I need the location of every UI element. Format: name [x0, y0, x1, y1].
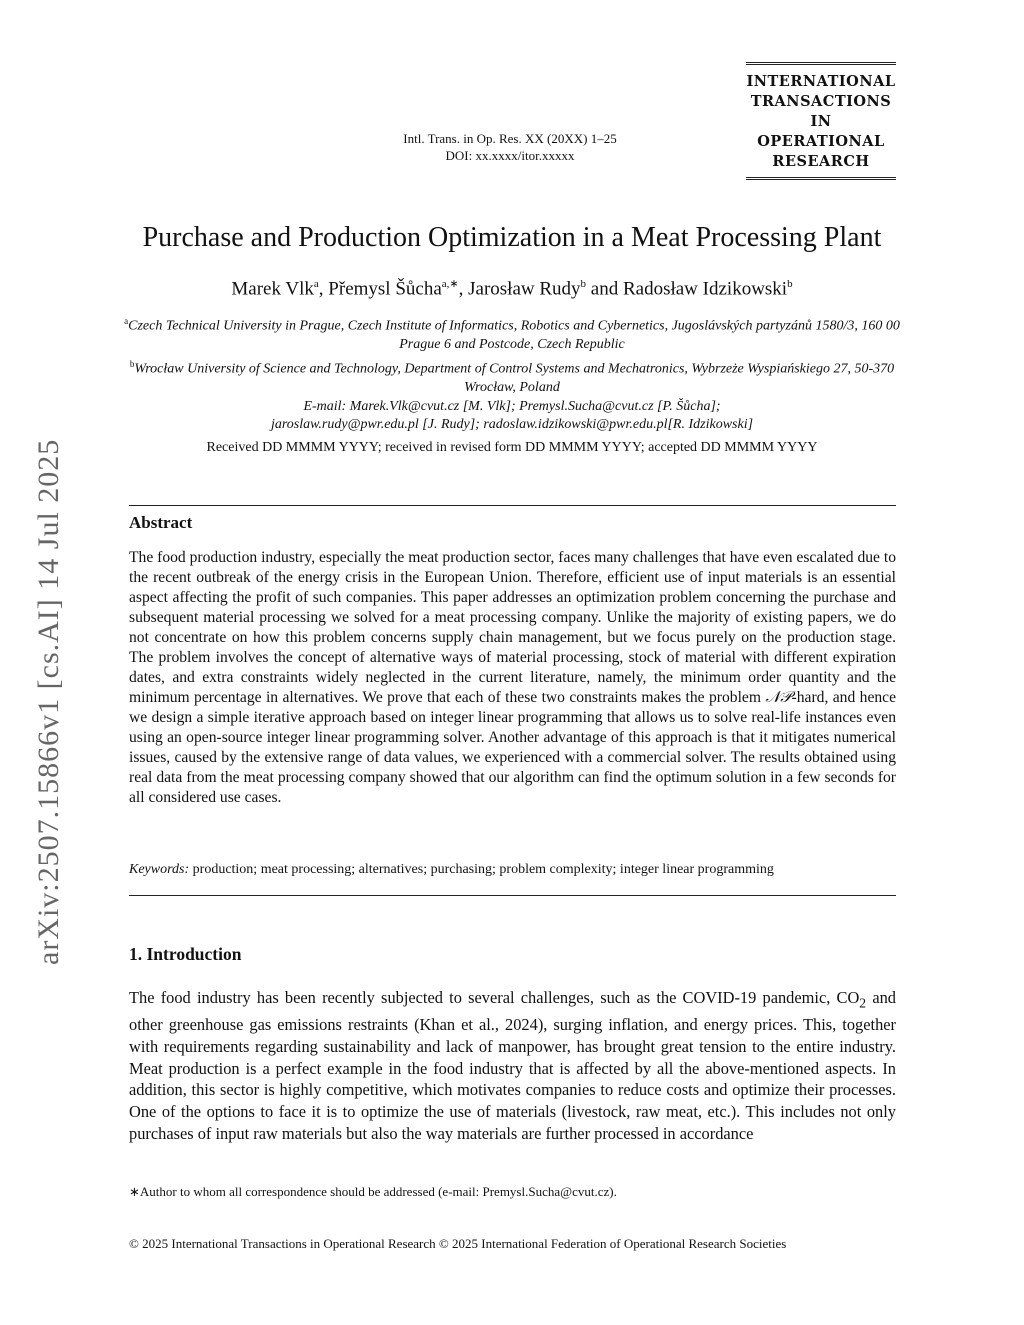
email-line: E-mail: Marek.Vlk@cvut.cz [M. Vlk]; Premysl.Sucha@cvut.cz [P. Šůcha];	[303, 398, 721, 414]
journal-reference	[360, 130, 660, 164]
keywords-label: Keywords:	[129, 862, 190, 877]
author-affil-mark: a,∗	[441, 278, 459, 290]
keywords	[129, 862, 896, 878]
abstract-text-part: The food production industry, especially the meat production sector, faces many challenges that have even escalated due to the recent outbreak of the energy crisis in the European Union. Therefore, efficient use of input materials is an essential aspect affecting the profit of such companies. This paper addresses an optimization problem concerning the purchase and subsequent material processing we solved for a meat processing company. Unlike the majority of existing papers, we do not concentrate on how this problem concerns supply chain management, but we focus purely on the production stage. The problem involves the concept of alternative ways of material processing, stock of material with different expiration dates, and extra constraints widely neglected in the current literature, namely, the minimum order quantity and the minimum percentage in alternatives. We prove that each of these two constraints makes the problem	[129, 549, 896, 706]
affiliation-text: Wrocław University of Science and Technology, Department of Control Systems and Mechatronics, Wybrzeże Wyspiańskiego 27, 50-370 Wrocław, Poland	[134, 361, 895, 396]
divider-top	[129, 505, 896, 506]
author-name: Radosław Idzikowski	[622, 278, 788, 300]
footnote: ∗Author to whom all correspondence should be addressed (e-mail: Premysl.Sucha@cvut.cz).	[129, 1184, 617, 1199]
journal-box-line: RESEARCH	[772, 153, 870, 170]
co2-subscript: 2	[859, 995, 867, 1011]
author-name: Marek Vlk	[231, 278, 314, 300]
affil-mark: a	[124, 316, 129, 326]
author-separator: ,	[458, 278, 469, 300]
divider-bottom	[129, 895, 896, 896]
affiliations	[120, 312, 904, 435]
intro-text-part: The food industry has been recently subjected to several challenges, such as the COVID-19 pandemic, CO	[129, 988, 860, 1007]
author-list	[100, 277, 924, 300]
journal-box-line: TRANSACTIONS	[750, 93, 892, 110]
affiliation-text: Czech Technical University in Prague, Czech Institute of Informatics, Robotics and Cybernetics, Jugoslávských partyzánů 1580/3, 160 00 Prague 6 and Postcode, Czech Republic	[128, 318, 900, 353]
abstract-text	[129, 548, 896, 808]
introduction-text	[129, 987, 896, 1145]
journal-box-line: OPERATIONAL	[757, 133, 885, 150]
journal-box-line: IN	[810, 113, 832, 130]
author-separator: ,	[318, 278, 329, 300]
paper-title: Purchase and Production Optimization in a Meat Processing Plant	[142, 222, 882, 253]
section-heading-introduction: 1. Introduction	[129, 944, 242, 964]
journal-ref-line: Intl. Trans. in Op. Res. XX (20XX) 1–25	[403, 131, 617, 146]
intro-text-part: and other greenhouse gas emissions restraints (Khan et al., 2024), surging inflation, and energy prices. This, together with requirements regarding sustainability and lack of manpower, has brought great tension to the entire industry. Meat production is a perfect example in the food industry that is affected by all the above-mentioned aspects. In addition, this sector is highly competitive, which motivates companies to reduce costs and optimize their processes. One of the options to face it is to optimize the use of materials (livestock, raw meat, etc.). This includes not only purchases of input raw materials but also the way materials are further processed in accordance	[129, 988, 896, 1144]
journal-doi-line: DOI: xx.xxxx/itor.xxxxx	[445, 148, 575, 163]
author-name: Jarosław Rudy	[468, 278, 581, 300]
affil-mark: b	[129, 358, 135, 369]
author-affil-mark: b	[580, 278, 587, 290]
copyright-notice: © 2025 International Transactions in Operational Research © 2025 International Federation of Operational Research Societies	[129, 1236, 787, 1251]
author-affil-mark: a	[313, 278, 319, 290]
journal-box-line: INTERNATIONAL	[746, 73, 896, 90]
affiliation-b	[120, 355, 904, 398]
keywords-text: production; meat processing; alternatives; purchasing; problem complexity; integer linear programming	[189, 862, 774, 877]
author-affil-mark: b	[787, 278, 793, 290]
author-separator: and	[586, 278, 623, 300]
submission-dates: Received DD MMMM YYYY; received in revised form DD MMMM YYYY; accepted DD MMMM YYYY	[206, 440, 818, 455]
abstract-heading: Abstract	[129, 513, 193, 532]
email-line: jaroslaw.rudy@pwr.edu.pl [J. Rudy]; radoslaw.idzikowski@pwr.edu.pl[R. Idzikowski]	[270, 417, 754, 433]
journal-logo-box	[746, 62, 896, 180]
abstract-text-part: -hard, and hence we design a simple iterative approach based on integer linear programming that allows us to solve real-life instances even using an open-source integer linear programming solver. Another advantage of this approach is that it mitigates numerical issues, caused by the extensive range of data values, we experienced with a commercial solver. The results obtained using real data from the meat processing company showed that our algorithm can find the optimum solution in a few seconds for all considered use cases.	[129, 689, 897, 806]
arxiv-stamp: arXiv:2507.15866v1 [cs.AI] 14 Jul 2025	[32, 438, 65, 965]
author-name: Přemysl Šůcha	[328, 278, 442, 300]
affiliation-a	[120, 312, 904, 355]
np-symbol: 𝒩𝒫	[765, 689, 792, 706]
